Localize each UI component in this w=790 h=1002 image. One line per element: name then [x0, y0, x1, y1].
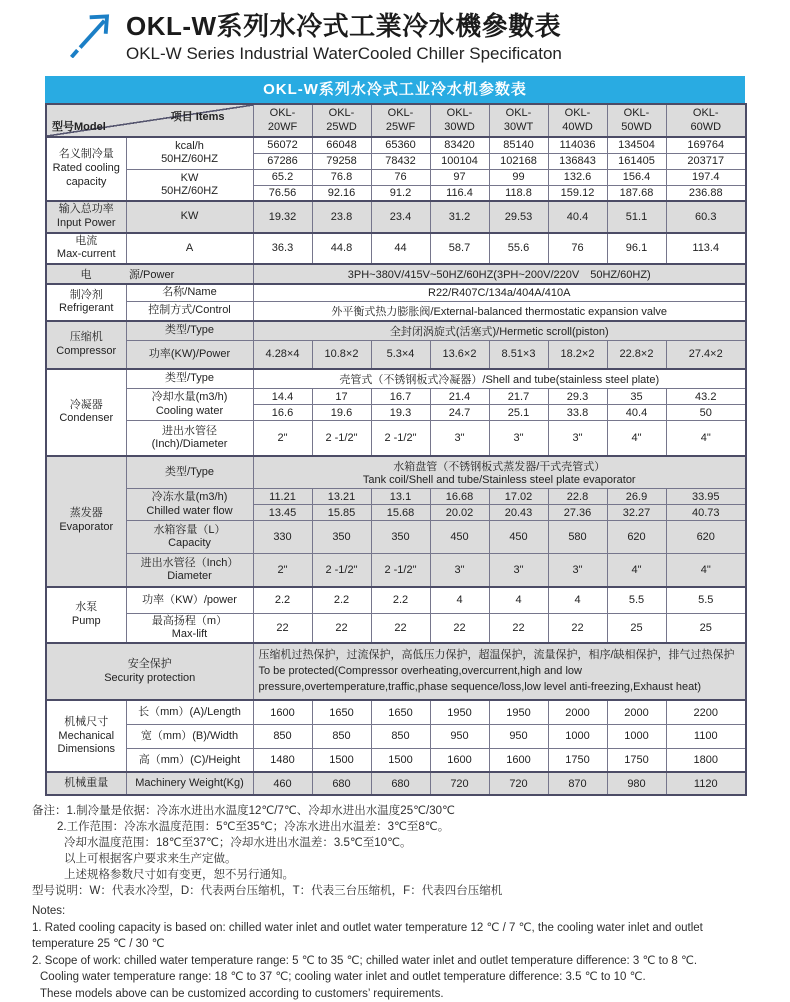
table-row [46, 521, 746, 554]
value-cell: 60.3 [666, 201, 746, 233]
value-cell: 40.4 [607, 405, 666, 421]
item-cell: kcal/h 50HZ/60HZ [126, 137, 253, 169]
value-cell: 580 [548, 521, 607, 554]
value-cell: 58.7 [430, 233, 489, 265]
table-row [46, 201, 746, 233]
value-cell: 13.21 [312, 489, 371, 505]
value-cell: 19.6 [312, 405, 371, 421]
value-cell: 3" [489, 554, 548, 587]
note-line: 以上可根据客户要求来生产定做。 [64, 853, 237, 866]
value-cell: 950 [489, 724, 548, 748]
value-cell: 1100 [666, 724, 746, 748]
value-cell: 1120 [666, 772, 746, 795]
section-compressor [46, 321, 746, 370]
value-cell: 29.3 [548, 389, 607, 405]
value-cell: 850 [312, 724, 371, 748]
value-cell: 4 [548, 587, 607, 614]
value-cell: 25 [607, 614, 666, 644]
value-cell: 66048 [312, 137, 371, 153]
table-row [46, 643, 746, 700]
value-cell: 3" [430, 554, 489, 587]
value-cell: 4" [666, 554, 746, 587]
value-cell: 20.43 [489, 505, 548, 521]
item-cell: 类型/Type [126, 369, 253, 389]
category-cell: 名义制冷量 Rated cooling capacity [46, 137, 126, 201]
section-security [46, 643, 746, 700]
value-cell: 14.4 [253, 389, 312, 405]
value-cell: 15.68 [371, 505, 430, 521]
value-cell: 136843 [548, 153, 607, 169]
table-row [46, 456, 746, 489]
category-cell: 输入总功率 Input Power [46, 201, 126, 233]
note-line: Cooling water temperature range: 18 ℃ to 37 ℃; cooling water inlet and outlet temperature difference: 3.5 ℃ to 10 ℃. [40, 971, 646, 984]
value-cell: 22 [371, 614, 430, 644]
item-cell: 名称/Name [126, 284, 253, 301]
value-cell: 3" [548, 421, 607, 456]
value-cell: 197.4 [666, 169, 746, 185]
table-row [46, 748, 746, 772]
value-cell: 2" [253, 421, 312, 456]
item-cell: 类型/Type [126, 321, 253, 341]
table-row [46, 321, 746, 341]
value-cell: 720 [430, 772, 489, 795]
value-cell: 33.8 [548, 405, 607, 421]
table-row [46, 700, 746, 724]
item-cell: A [126, 233, 253, 265]
note-line: temperature 25 ℃ / 30 ℃ [32, 938, 165, 951]
value-cell: 950 [430, 724, 489, 748]
spec-table-wrap [45, 76, 745, 796]
value-cell: 96.1 [607, 233, 666, 265]
value-cell: 850 [253, 724, 312, 748]
table-row [46, 369, 746, 389]
value-cell: 83420 [430, 137, 489, 153]
value-cell: 169764 [666, 137, 746, 153]
value-cell: 13.1 [371, 489, 430, 505]
value-cell: 22 [253, 614, 312, 644]
table-row [46, 587, 746, 614]
value-cell: 134504 [607, 137, 666, 153]
value-cell: 1000 [548, 724, 607, 748]
value-cell: 67286 [253, 153, 312, 169]
value-cell: 1000 [607, 724, 666, 748]
value-cell: 1600 [430, 748, 489, 772]
value-cell: 76 [548, 233, 607, 265]
value-cell: 870 [548, 772, 607, 795]
value-cell: 20.02 [430, 505, 489, 521]
value-cell: 55.6 [489, 233, 548, 265]
value-cell: 32.27 [607, 505, 666, 521]
value-cell: 19.3 [371, 405, 430, 421]
value-cell: 19.32 [253, 201, 312, 233]
value-cell: 4.28×4 [253, 340, 312, 369]
value-cell: 620 [607, 521, 666, 554]
value-cell: 11.21 [253, 489, 312, 505]
notes-en [32, 903, 772, 1002]
notes-zh [32, 803, 772, 899]
note-line: 1. Rated cooling capacity is based on: chilled water inlet and outlet water temperature 12 ℃ / 7 ℃, the cooling water inlet and outlet [32, 921, 703, 934]
model-header: OKL-60WD [666, 104, 746, 137]
note-line: Notes: [32, 905, 66, 918]
table-banner: OKL-W系列水冷式工业冷水机参数表 [45, 76, 745, 103]
corner-cell [46, 104, 253, 137]
value-cell: 3" [430, 421, 489, 456]
value-cell: 40.4 [548, 201, 607, 233]
value-cell: 1500 [312, 748, 371, 772]
value-cell: 5.5 [607, 587, 666, 614]
section-evaporator [46, 456, 746, 587]
section-max-current [46, 233, 746, 265]
value-cell: 16.7 [371, 389, 430, 405]
table-row [46, 554, 746, 587]
value-cell: 1950 [489, 700, 548, 724]
value-cell: 76 [371, 169, 430, 185]
page-header [0, 0, 790, 64]
value-cell: 2.2 [312, 587, 371, 614]
model-header: OKL-30WT [489, 104, 548, 137]
category-cell: 安全保护 Security protection [46, 643, 253, 700]
value-cell: 450 [489, 521, 548, 554]
value-cell: 1650 [312, 700, 371, 724]
value-cell: 113.4 [666, 233, 746, 265]
value-cell: 91.2 [371, 185, 430, 201]
table-row [46, 421, 746, 456]
category-cell: 电流 Max-current [46, 233, 126, 265]
value-cell: 4" [666, 421, 746, 456]
item-cell: 宽（mm）(B)/Width [126, 724, 253, 748]
value-cell: 15.85 [312, 505, 371, 521]
value-cell: 187.68 [607, 185, 666, 201]
value-cell: 26.9 [607, 489, 666, 505]
item-cell: 进出水管径 (Inch)/Diameter [126, 421, 253, 456]
table-row [46, 301, 746, 321]
note-line: 备注：1.制冷量是依据：冷冻水进出水温度12℃/7℃、冷却水进出水温度25℃/30℃ [32, 805, 455, 818]
note-line: 2. Scope of work: chilled water temperature range: 5 ℃ to 35 ℃; chilled water inlet and outlet temperature difference: 3 ℃ to 8 ℃. [32, 954, 698, 967]
value-cell: 35 [607, 389, 666, 405]
value-cell: 44 [371, 233, 430, 265]
category-cell: 水泵 Pump [46, 587, 126, 644]
value-cell: 1750 [607, 748, 666, 772]
model-header: OKL-30WD [430, 104, 489, 137]
item-cell: KW 50HZ/60HZ [126, 169, 253, 201]
value-cell: 350 [312, 521, 371, 554]
value-cell: 1600 [253, 700, 312, 724]
value-cell: 31.2 [430, 201, 489, 233]
value-cell: 2" [253, 554, 312, 587]
value-cell: 680 [312, 772, 371, 795]
value-cell: 76.8 [312, 169, 371, 185]
model-header: OKL-50WD [607, 104, 666, 137]
model-header: OKL-25WF [371, 104, 430, 137]
value-cell: 203717 [666, 153, 746, 169]
value-cell: 1500 [371, 748, 430, 772]
section-refrigerant [46, 284, 746, 321]
value-cell: 全封闭涡旋式(活塞式)/Hermetic scroll(piston) [253, 321, 746, 341]
page-subtitle: OKL-W Series Industrial WaterCooled Chiller Specificaton [126, 44, 562, 63]
category-cell: 机械尺寸 Mechanical Dimensions [46, 700, 126, 772]
header-row [46, 104, 746, 137]
value-cell: 外平衡式热力膨胀阀/External-balanced thermostatic expansion valve [253, 301, 746, 321]
note-line: These models above can be customized according to customers’ requirements. [40, 987, 444, 1000]
value-cell: 2 -1/2" [371, 554, 430, 587]
table-row [46, 340, 746, 369]
item-cell: 控制方式/Control [126, 301, 253, 321]
item-cell: 冷却水量(m3/h) Cooling water [126, 389, 253, 421]
value-cell: 236.88 [666, 185, 746, 201]
value-cell: 85140 [489, 137, 548, 153]
value-cell: 2000 [607, 700, 666, 724]
value-cell: 24.7 [430, 405, 489, 421]
value-cell: 22.8 [548, 489, 607, 505]
value-cell: 3PH~380V/415V~50HZ/60HZ(3PH~200V/220V 50HZ/60HZ) [253, 264, 746, 284]
section-dimensions [46, 700, 746, 772]
value-cell: 4" [607, 554, 666, 587]
model-header: OKL-40WD [548, 104, 607, 137]
value-cell: 13.6×2 [430, 340, 489, 369]
value-cell: 450 [430, 521, 489, 554]
value-cell: 980 [607, 772, 666, 795]
note-line: 上述规格参数尺寸如有变更，恕不另行通知。 [64, 869, 294, 882]
value-cell: 4" [607, 421, 666, 456]
value-cell: 76.56 [253, 185, 312, 201]
table-row [46, 389, 746, 405]
section-pump [46, 587, 746, 644]
model-axis-label: 型号Model [52, 121, 106, 133]
value-cell: 22 [312, 614, 371, 644]
note-line: 2.工作范围：冷冻水温度范围：5℃至35℃；冷冻水进出水温差：3℃至8℃。 [57, 821, 450, 834]
note-line: 型号说明：W：代表水冷型，D：代表两台压缩机，T：代表三台压缩机，F：代表四台压缩机 [32, 885, 503, 898]
value-cell: 36.3 [253, 233, 312, 265]
item-cell: KW [126, 201, 253, 233]
item-cell: 最高扬程（m） Max-lift [126, 614, 253, 644]
value-cell: 65360 [371, 137, 430, 153]
table-row [46, 489, 746, 505]
section-condenser [46, 369, 746, 456]
value-cell: 8.51×3 [489, 340, 548, 369]
value-cell: 92.16 [312, 185, 371, 201]
value-cell: 22.8×2 [607, 340, 666, 369]
value-cell: 10.8×2 [312, 340, 371, 369]
value-cell: 23.8 [312, 201, 371, 233]
value-cell: 29.53 [489, 201, 548, 233]
item-cell: 水箱容量（L） Capacity [126, 521, 253, 554]
item-cell: 电 源/Power [46, 264, 253, 284]
value-cell: 18.2×2 [548, 340, 607, 369]
table-row [46, 284, 746, 301]
section-input-power [46, 201, 746, 233]
value-cell: 压缩机过热保护，过流保护，高低压力保护，超温保护，流量保护，相序/缺相保护，排气过热保护 To be protected(Compressor overheating,overcurrent,high and low pressure,overtemperature,traffic,phase sequence/loss,low level anti-freezing,Exhaust heat) [253, 643, 746, 700]
value-cell: 21.4 [430, 389, 489, 405]
table-row [46, 137, 746, 153]
value-cell: 27.4×2 [666, 340, 746, 369]
value-cell: 132.6 [548, 169, 607, 185]
value-cell: 1650 [371, 700, 430, 724]
value-cell: 350 [371, 521, 430, 554]
item-cell: 功率（KW）/power [126, 587, 253, 614]
value-cell: 680 [371, 772, 430, 795]
value-cell: 161405 [607, 153, 666, 169]
value-cell: 620 [666, 521, 746, 554]
value-cell: 2.2 [253, 587, 312, 614]
value-cell: 51.1 [607, 201, 666, 233]
table-row [46, 724, 746, 748]
value-cell: 460 [253, 772, 312, 795]
value-cell: 21.7 [489, 389, 548, 405]
value-cell: 22 [430, 614, 489, 644]
value-cell: 156.4 [607, 169, 666, 185]
value-cell: 1600 [489, 748, 548, 772]
category-cell: 压缩机 Compressor [46, 321, 126, 370]
value-cell: 159.12 [548, 185, 607, 201]
category-cell: 蒸发器 Evaporator [46, 456, 126, 587]
value-cell: 22 [548, 614, 607, 644]
note-line: 冷却水温度范围：18℃至37℃；冷却水进出水温差：3.5℃至10℃。 [64, 837, 412, 850]
value-cell: 22 [489, 614, 548, 644]
arrow-logo-icon [68, 6, 120, 58]
item-cell: 冷冻水量(m3/h) Chilled water flow [126, 489, 253, 521]
value-cell: 56072 [253, 137, 312, 153]
model-header: OKL-25WD [312, 104, 371, 137]
value-cell: 3" [548, 554, 607, 587]
category-cell: 机械重量 [46, 772, 126, 795]
table-row [46, 614, 746, 644]
value-cell: 2 -1/2" [371, 421, 430, 456]
value-cell: 25 [666, 614, 746, 644]
value-cell: 2200 [666, 700, 746, 724]
table-row [46, 264, 746, 284]
value-cell: 720 [489, 772, 548, 795]
item-cell: 高（mm）(C)/Height [126, 748, 253, 772]
value-cell: 97 [430, 169, 489, 185]
section-power-supply [46, 264, 746, 284]
value-cell: 100104 [430, 153, 489, 169]
value-cell: 114036 [548, 137, 607, 153]
section-rated-cooling [46, 137, 746, 201]
value-cell: 50 [666, 405, 746, 421]
item-cell: 类型/Type [126, 456, 253, 489]
value-cell: 1950 [430, 700, 489, 724]
item-cell: 功率(KW)/Power [126, 340, 253, 369]
value-cell: 2000 [548, 700, 607, 724]
value-cell: 2.2 [371, 587, 430, 614]
value-cell: 23.4 [371, 201, 430, 233]
value-cell: 5.3×4 [371, 340, 430, 369]
value-cell: 102168 [489, 153, 548, 169]
value-cell: 43.2 [666, 389, 746, 405]
value-cell: 17.02 [489, 489, 548, 505]
value-cell: R22/R407C/134a/404A/410A [253, 284, 746, 301]
value-cell: 116.4 [430, 185, 489, 201]
value-cell: 65.2 [253, 169, 312, 185]
item-cell: 进出水管径（Inch） Diameter [126, 554, 253, 587]
value-cell: 水箱盘管（不锈钢板式蒸发器/干式壳管式） Tank coil/Shell and tube/Stainless steel plate evaporator [253, 456, 746, 489]
value-cell: 4 [489, 587, 548, 614]
value-cell: 1800 [666, 748, 746, 772]
value-cell: 850 [371, 724, 430, 748]
value-cell: 40.73 [666, 505, 746, 521]
value-cell: 4 [430, 587, 489, 614]
section-weight [46, 772, 746, 795]
value-cell: 78432 [371, 153, 430, 169]
value-cell: 2 -1/2" [312, 421, 371, 456]
value-cell: 27.36 [548, 505, 607, 521]
page-title: OKL-W系列水冷式工業冷水機參數表 [126, 11, 562, 41]
value-cell: 99 [489, 169, 548, 185]
value-cell: 16.6 [253, 405, 312, 421]
table-row [46, 169, 746, 185]
value-cell: 1480 [253, 748, 312, 772]
spec-table [45, 103, 747, 796]
item-cell: 长（mm）(A)/Length [126, 700, 253, 724]
value-cell: 17 [312, 389, 371, 405]
value-cell: 79258 [312, 153, 371, 169]
value-cell: 1750 [548, 748, 607, 772]
value-cell: 16.68 [430, 489, 489, 505]
table-row [46, 233, 746, 265]
value-cell: 2 -1/2" [312, 554, 371, 587]
value-cell: 25.1 [489, 405, 548, 421]
category-cell: 冷凝器 Condenser [46, 369, 126, 456]
value-cell: 330 [253, 521, 312, 554]
value-cell: 3" [489, 421, 548, 456]
value-cell: 13.45 [253, 505, 312, 521]
model-header: OKL-20WF [253, 104, 312, 137]
value-cell: 壳管式（不锈钢板式冷凝器）/Shell and tube(stainless steel plate) [253, 369, 746, 389]
value-cell: 118.8 [489, 185, 548, 201]
items-axis-label: 项目 Items [170, 111, 225, 123]
category-cell: 制冷剂 Refrigerant [46, 284, 126, 321]
value-cell: 44.8 [312, 233, 371, 265]
table-row [46, 772, 746, 795]
value-cell: 5.5 [666, 587, 746, 614]
item-cell: Machinery Weight(Kg) [126, 772, 253, 795]
value-cell: 33.95 [666, 489, 746, 505]
